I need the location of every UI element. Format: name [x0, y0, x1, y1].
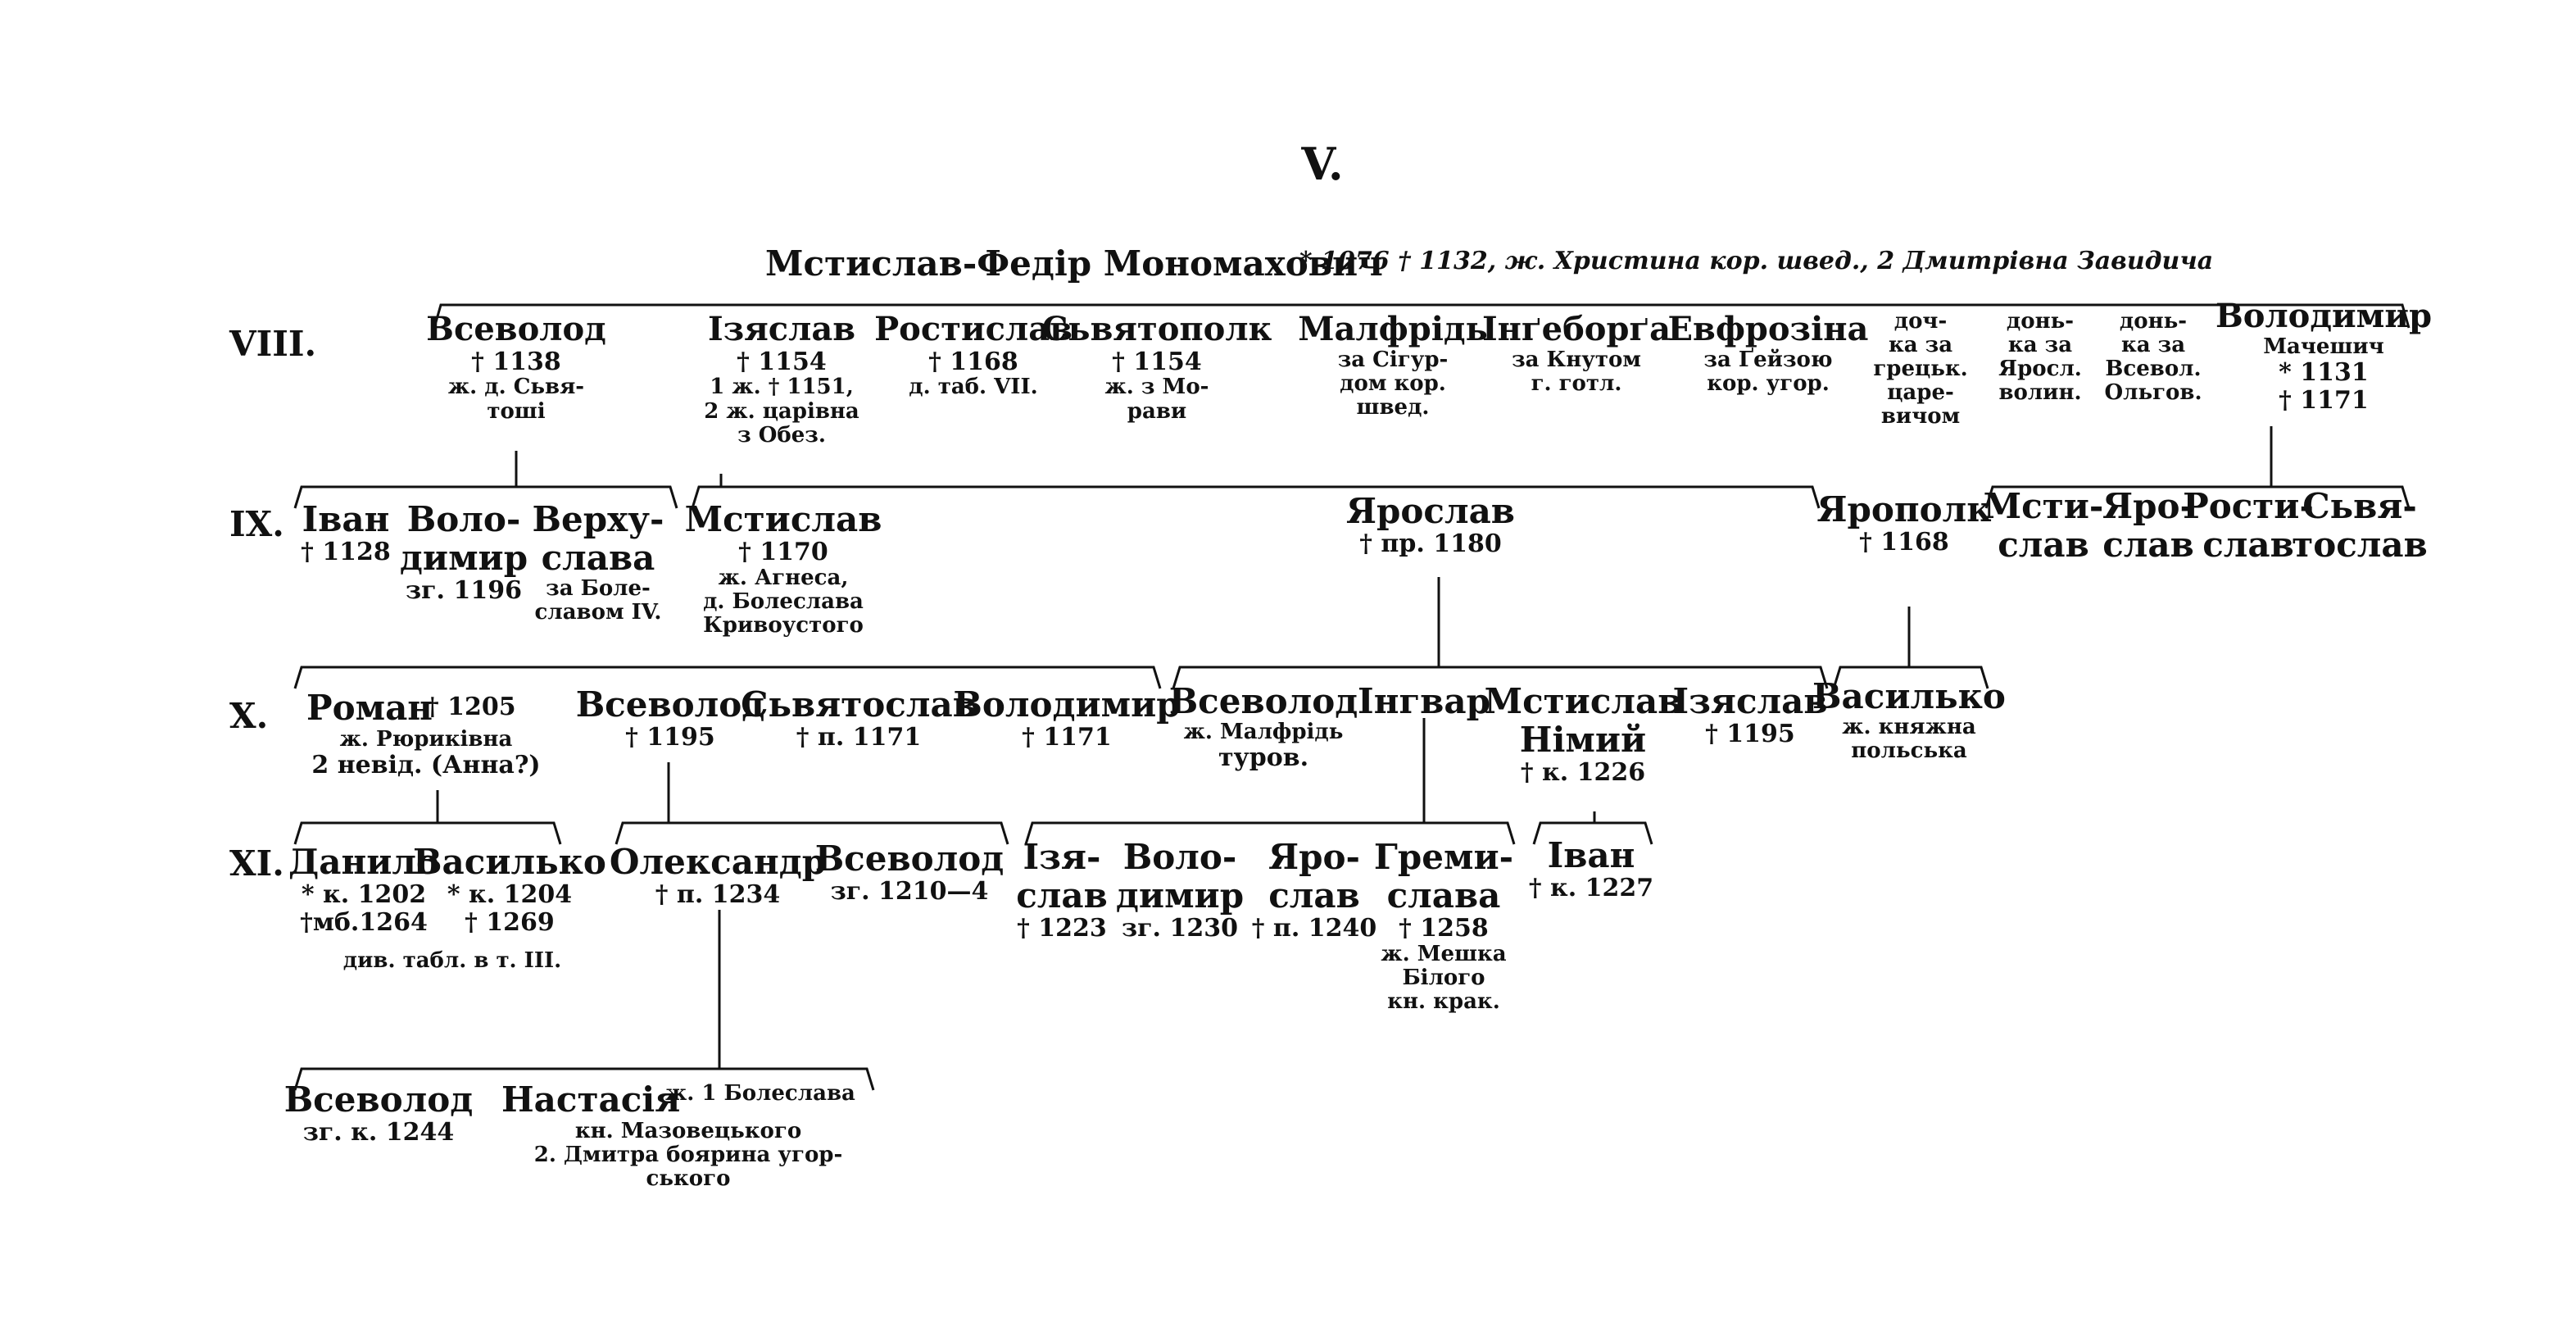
person-name: Верху- [532, 499, 664, 539]
person-iziaslav-xi: Ізя- слав † 1223 [1016, 837, 1108, 943]
person-name: Сьвятополк [1041, 310, 1272, 348]
person-name: Інґеборґа [1481, 310, 1671, 348]
person-nastasia-xii-notes: кн. Мазовецького 2. Дмитра боярина угор- ського [533, 1119, 843, 1192]
person-roman-x-notes: ж. Рюриківна 2 невід. (Анна?) [311, 727, 541, 780]
person-name: Воло- [1122, 837, 1237, 877]
table-title: V. [1301, 138, 1344, 190]
person-roman-x-name: Роман [306, 688, 433, 728]
person-name: Іван [302, 499, 390, 539]
person-name: Ярослав [1345, 491, 1516, 531]
person-name: Володимир [953, 684, 1181, 725]
person-name: Яро- [1268, 837, 1360, 877]
person-name: Воло- [406, 499, 521, 539]
person-iziaslav-x: Ізяслав † 1195 [1672, 681, 1828, 749]
person-mstyslav-ix: Мстислав † 1170 ж. Агнеса, д. Болеслава Кривоустого [684, 499, 882, 638]
person-name: Ізяслав [1672, 681, 1828, 721]
person-sviatoslav-2-ix: Сьвя- тослав [2292, 486, 2428, 566]
person-name: Малфрідь [1298, 310, 1488, 348]
person-volodymyr-x: Володимир † 1171 [953, 684, 1181, 752]
person-rostyslav-2-ix: Рости- слав [2183, 486, 2314, 566]
person-mstyslav-x: Мстислав Німий † к. 1226 [1484, 681, 1682, 788]
person-yaroslav-ix: Ярослав † пр. 1180 [1345, 491, 1516, 559]
person-name: Ростислав [874, 310, 1073, 348]
person-name: Володимир [2215, 297, 2433, 335]
person-ingeborg-viii: Інґеборґа за Кнутом г. готл. [1481, 310, 1671, 396]
person-mstyslav-2-ix: Мсти- слав [1983, 486, 2104, 566]
person-yaropolk-ix: Ярополк † 1168 [1816, 489, 1992, 557]
person-malfrid-viii: Малфрідь за Сігур- дом кор. швед. [1298, 310, 1488, 420]
person-name: Іван [1547, 835, 1635, 875]
person-danylo-xi: Данило * к. 1202 †мб.1264 [288, 842, 440, 937]
person-verkhuslava-ix: Верху- слава за Боле- славом IV. [532, 499, 664, 625]
person-name: Мстислав [1484, 681, 1682, 721]
person-nastasia-xii-spouse-1: ж. 1 Болеслава [665, 1081, 855, 1106]
person-rostyslav-viii: Ростислав † 1168 д. таб. VII. [874, 310, 1073, 400]
person-name: Евфрозіна [1667, 310, 1869, 348]
person-vsevolod-viii: Всеволод † 1138 ж. д. Сьвя- тоші [426, 310, 606, 424]
person-nastasia-xii-name: Настасія [501, 1079, 681, 1120]
person-vsevolod-x: Всеволод † 1195 [575, 684, 765, 752]
person-vasylko-x: Василько ж. княжна польська [1812, 676, 2006, 764]
reference-note: див. табл. в т. III. [342, 948, 562, 973]
person-vsevolod-xii: Всеволод зг. к. 1244 [283, 1079, 474, 1147]
person-name: Всеволод [814, 838, 1005, 879]
person-name: Сьвятослав [741, 684, 977, 725]
person-yaroslav-xi: Яро- слав † п. 1240 [1251, 837, 1377, 943]
person-name: Ізя- [1023, 837, 1101, 877]
person-name: Всеволод [1168, 681, 1358, 721]
person-name: Греми- [1373, 837, 1514, 877]
generation-label-x: X. [229, 696, 269, 736]
person-daughter-3-viii: донь- ка за Всевол. Ольгов. [2104, 309, 2202, 406]
person-name: Всеволод [575, 684, 765, 725]
person-name: Василько [413, 842, 606, 882]
person-yaroslav-2-ix: Яро- слав [2102, 486, 2194, 566]
person-sviatoslav-x: Сьвятослав † п. 1171 [741, 684, 977, 752]
person-roman-x-death: † 1205 [426, 693, 516, 721]
person-volodymyr-viii: Володимир Мачешич * 1131 † 1171 [2215, 297, 2433, 415]
person-name: Всеволод [283, 1079, 474, 1120]
person-name: Всеволод [426, 310, 606, 348]
person-name: Данило [288, 842, 440, 882]
person-name: Ярополк [1816, 489, 1992, 529]
root-person-info: * 1076 † 1132, ж. Христина кор. швед., 2 Дмитрівна Завидича [1299, 247, 2214, 275]
person-yevfrosyna-viii: Евфрозіна за Ґейзою кор. угор. [1667, 310, 1869, 396]
person-volodymyr-ix: Воло- димир зг. 1196 [399, 499, 528, 606]
person-name: Інгвар [1358, 681, 1490, 721]
generation-label-viii: VIII. [229, 324, 317, 364]
person-daughter-2-viii: донь- ка за Яросл. волин. [1998, 309, 2082, 406]
person-oleksandr-xi: Олександр † п. 1234 [609, 842, 827, 910]
person-hremyslava-xi: Греми- слава † 1258 ж. Мешка Білого кн. крак. [1373, 837, 1514, 1014]
root-person-name: Мстислав-Федір Мономахович [765, 243, 1383, 284]
person-iziaslav-viii: Ізяслав † 1154 1 ж. † 1151, 2 ж. царівна з Обез. [704, 310, 859, 448]
person-vasylko-xi: Василько * к. 1204 † 1269 [413, 842, 606, 937]
person-name: Олександр [609, 842, 827, 882]
generation-label-xi: XI. [229, 843, 284, 884]
person-name: Василько [1812, 676, 2006, 716]
person-vsevolod-2-x: Всеволод ж. Малфрідь туров. [1168, 681, 1358, 773]
person-name: Мстислав [684, 499, 882, 539]
person-volodymyr-xi: Воло- димир зг. 1230 [1115, 837, 1245, 943]
person-ivan-xi: Іван † к. 1227 [1528, 835, 1654, 903]
person-vsevolod-xi: Всеволод зг. 1210—4 [814, 838, 1005, 907]
generation-label-ix: IX. [229, 504, 284, 544]
person-inhvar-x [1358, 682, 1490, 720]
person-sviatopolk-viii: Сьвятополк † 1154 ж. з Мо- рави [1041, 310, 1272, 424]
person-name: Ізяслав [707, 310, 856, 348]
person-daughter-1-viii: доч- ка за грецьк. царе- вичом [1873, 309, 1968, 429]
person-ivan-ix: Іван † 1128 [301, 499, 391, 567]
